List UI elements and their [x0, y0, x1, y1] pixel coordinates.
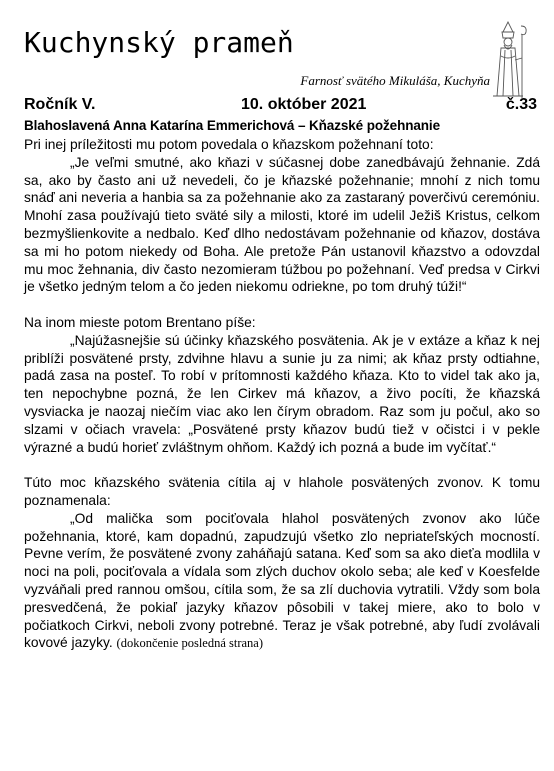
article-intro-3: Túto moc kňazského svätenia cítila aj v hlahole posvätených zvonov. K tomu poznamenala: [24, 475, 540, 508]
issue-number: č.33 [505, 96, 537, 113]
paragraph-gap [24, 296, 540, 314]
article-intro-2: Na inom mieste potom Brentano píše: [24, 314, 256, 330]
article-body [24, 136, 540, 653]
parish-name: Farnosť svätého Mikuláša, Kuchyňa [300, 73, 490, 88]
paragraph-gap [24, 456, 540, 474]
masthead-title: Kuchynský prameň [24, 26, 294, 59]
quote-3-text: „Od malička som pociťovala hlahol posvätených zvonov ako lúče požehnania, ktoré, kam dopadnú, zapudzujú všetko zlo nepriateľských mocností. Pevne verím, že posvätené zvony zaháňajú satana. Keď som sa ako dieťa modlila v noci na poli, pociťovala a vídala som zlých duchov okolo seba; ale keď v Koesfelde vyzváňali pred rannou omšou, cítila som, že sa zlí duchovia vytratili. Vždy som bola presvedčená, že pokiaľ jazyky kňazov pôsobili v takej miere, ako to bolo v počiatkoch Cirkvi, neboli zvony potrebné. Teraz je však potrebné, aby ľudí zvolávali kovové jazyky. [24, 510, 540, 651]
quote-paragraph-3 [24, 510, 540, 653]
article-title: Blahoslavená Anna Katarína Emmerichová – Kňazské požehnanie [24, 118, 440, 133]
saint-nicholas-illustration [483, 20, 533, 100]
article-intro: Pri inej príležitosti mu potom povedala o kňazskom požehnaní toto: [24, 137, 434, 152]
issue-date: 10. október 2021 [241, 96, 367, 113]
issue-info-bar [24, 96, 537, 116]
quote-paragraph-1: „Je veľmi smutné, ako kňazi v súčasnej dobe zanedbávajú žehnanie. Zdá sa, ako by často ani už nevedeli, čo je kňazské požehnanie; mnohí z nich tomu snáď ani neveria a hanbia sa za požehnanie ako za zastaraný poverčivú ceremóniu. Mnohí zasa používajú tieto sväté sily a milosti, ktoré im udelil Ježiš Kristus, celkom bezmyšlienkovite a nedbalo. Keď dlho nedostávam požehnanie od kňazov, dostáva sa mi ho potom niekedy od Boha. Ale pretože Pán ustanovil kňazstvo a odovzdal mu moc žehnania, div často nezomieram túžbou po požehnaní. Veď predsa v Cirkvi je všetko jedným telom a čo jeden niekomu odriekne, po tom druhý túži!“ [24, 154, 540, 295]
quote-paragraph-2: „Najúžasnejšie sú účinky kňazského posvätenia. Ak je v extáze a kňaz k nej priblíži posvätené prsty, zdvihne hlavu a sunie ju za nimi; ak kňaz prsty odtiahne, padá zasa na posteľ. To robí v prítomnosti každého kňaza. Kto to videl tak ako ja, ten nepochybne pozná, že len Cirkev má kňazov, a živo pocíti, že kňazská vysviacka je naozaj niečím viac ako len čírym obradom. Raz som ju počul, ako so slzami v očiach vravela: „Posvätené prsty kňazov budú tiež v očistci i v pekle výrazné a budú horieť zvláštnym ohňom. Každý ich pozná a bude im vyčítať.“ [24, 332, 540, 455]
issue-volume: Ročník V. [24, 96, 96, 113]
continuation-note: (dokončenie posledná strana) [116, 636, 264, 651]
